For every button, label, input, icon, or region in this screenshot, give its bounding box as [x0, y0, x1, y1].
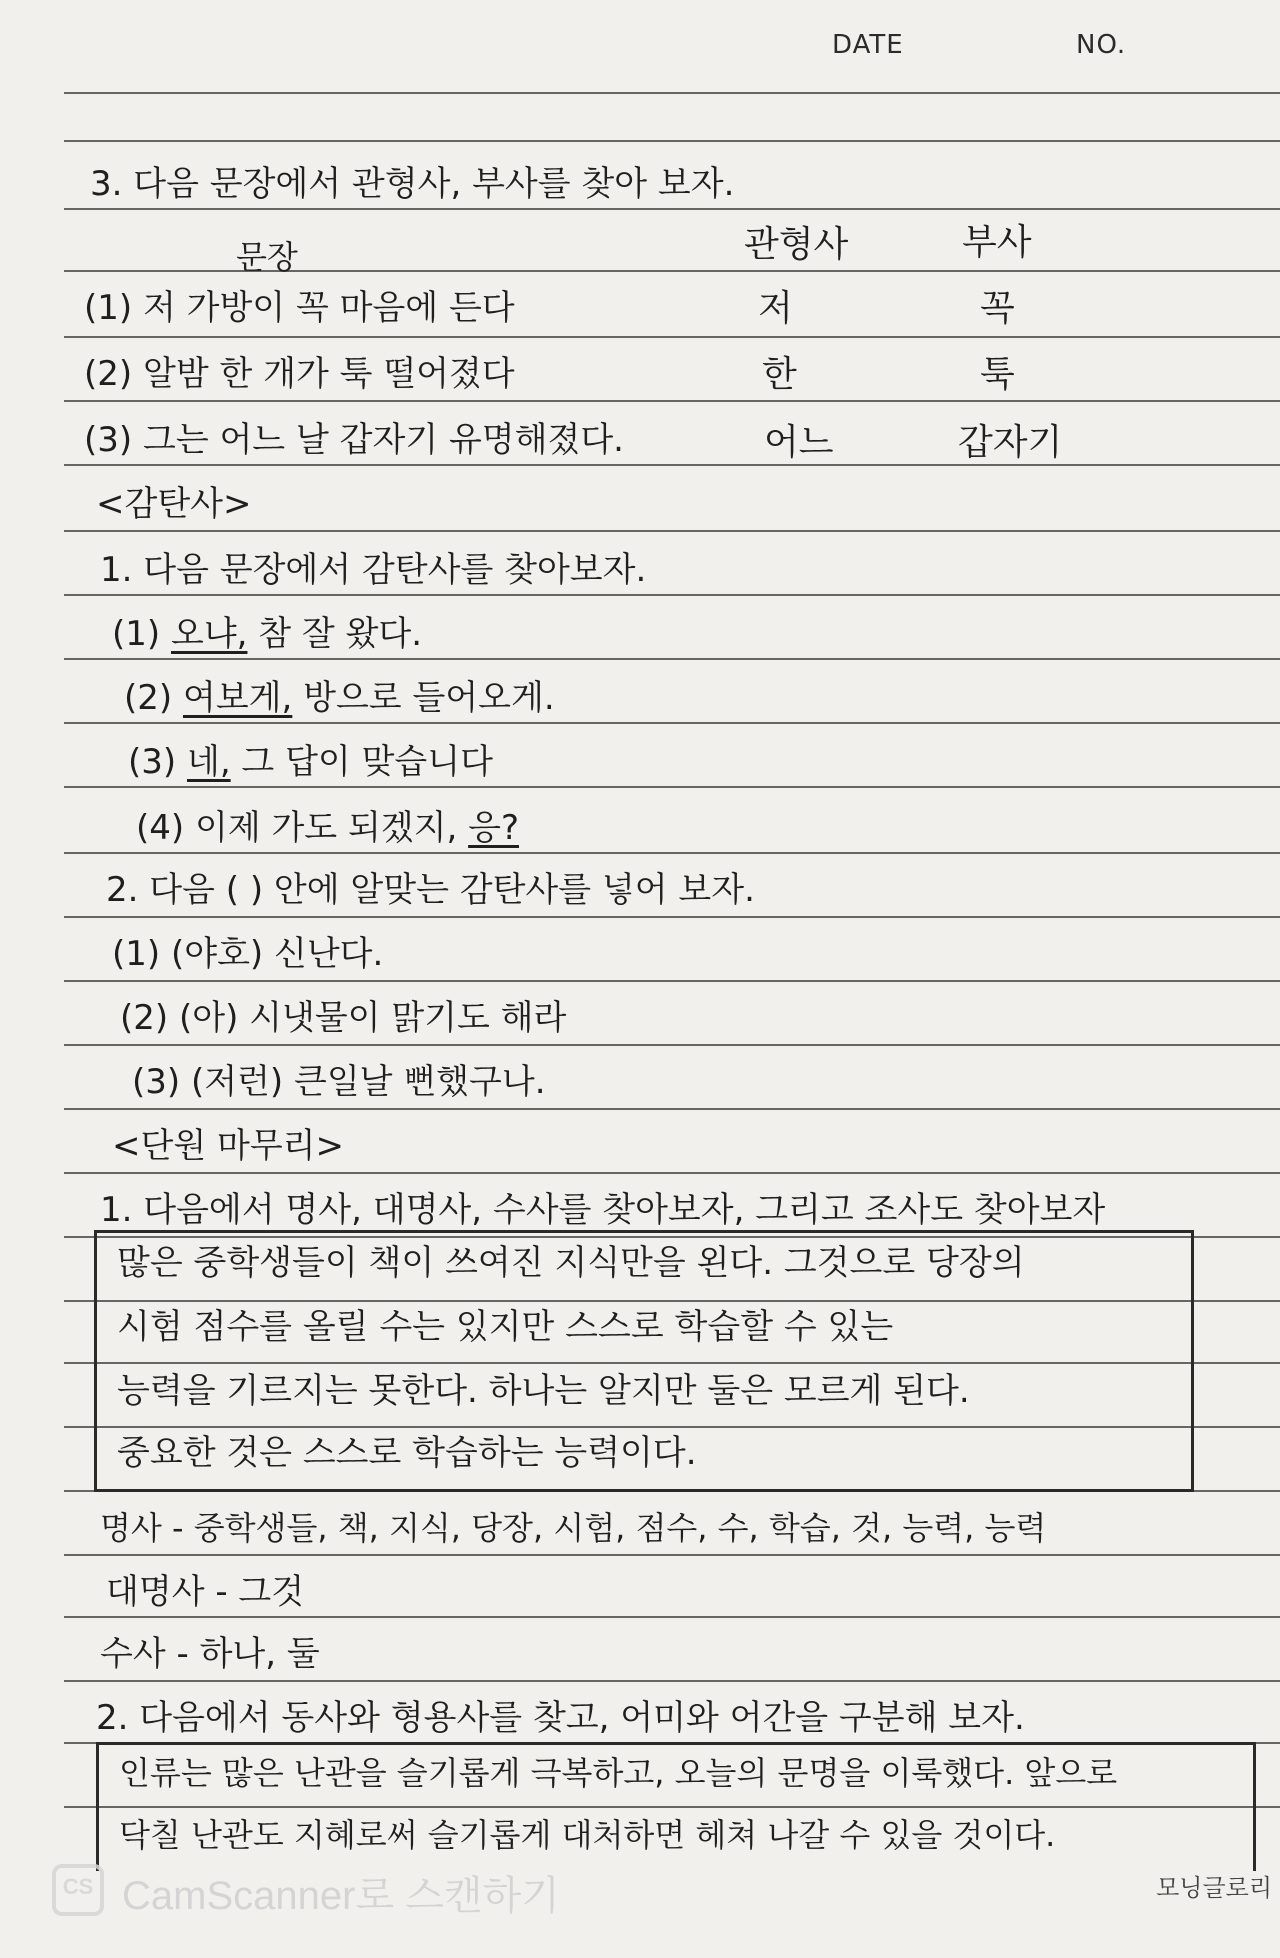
ruled-line	[64, 140, 1280, 142]
ruled-line	[64, 336, 1280, 338]
answer-pronouns: 대명사 - 그것	[106, 1572, 305, 1612]
item-prefix: (1)	[112, 614, 171, 654]
ruled-line	[64, 1680, 1280, 1682]
q1-passage-box	[94, 1230, 1194, 1492]
ruled-line	[64, 916, 1280, 918]
q3-row1-adverb: 꼭	[980, 288, 1015, 329]
camscanner-logo-icon: CS	[52, 1864, 104, 1916]
ruled-line	[64, 722, 1280, 724]
no-label: NO.	[1076, 30, 1127, 60]
answer-numerals: 수사 - 하나, 둘	[100, 1634, 320, 1674]
answer-nouns: 명사 - 중학생들, 책, 지식, 당장, 시험, 점수, 수, 학습, 것, 능력, 능력	[100, 1509, 1047, 1547]
date-label: DATE	[832, 30, 904, 60]
passage-line: 시험 점수를 올릴 수는 있지만 스스로 학습할 수 있는	[117, 1307, 894, 1347]
ruled-line	[64, 1616, 1280, 1618]
interjection-q2-item3: (3) (저런) 큰일날 뻔했구나.	[132, 1062, 546, 1102]
ruled-line	[64, 400, 1280, 402]
ruled-line	[64, 530, 1280, 532]
ruled-line	[64, 980, 1280, 982]
interjection-q1-item3	[128, 738, 493, 786]
interjection-q2-item1: (1) (야호) 신난다.	[112, 934, 384, 974]
q3-row2-sentence: (2) 알밤 한 개가 툭 떨어졌다	[84, 354, 515, 394]
item-prefix: (2)	[124, 678, 183, 718]
interjection-q1-item2	[124, 674, 555, 722]
item-prefix: (4) 이제 가도 되겠지,	[136, 808, 469, 848]
ruled-line	[64, 1554, 1280, 1556]
ruled-line	[64, 1108, 1280, 1110]
unit-review-q2-title: 2. 다음에서 동사와 형용사를 찾고, 어미와 어간을 구분해 보자.	[96, 1698, 1025, 1738]
interjection-q2-title: 2. 다음 ( ) 안에 알맞는 감탄사를 넣어 보자.	[106, 870, 755, 910]
q3-row3-sentence: (3) 그는 어느 날 갑자기 유명해졌다.	[84, 420, 624, 460]
item-rest: 방으로 들어오게.	[292, 678, 555, 718]
interjection-q1-title: 1. 다음 문장에서 감탄사를 찾아보자.	[100, 550, 647, 590]
ruled-line	[64, 594, 1280, 596]
ruled-line	[64, 852, 1280, 854]
underlined-interjection: 여보게,	[182, 678, 293, 718]
col-header-adnominal: 관형사	[744, 224, 849, 265]
ruled-line	[64, 658, 1280, 660]
q3-row2-adnominal: 한	[762, 354, 797, 395]
ruled-line	[64, 92, 1280, 94]
q2-passage-box	[96, 1742, 1256, 1871]
passage-line: 닥칠 난관도 지혜로써 슬기롭게 대처하면 헤쳐 나갈 수 있을 것이다.	[119, 1816, 1056, 1854]
interjection-q2-item2: (2) (아) 시냇물이 맑기도 해라	[120, 998, 567, 1038]
ruled-line	[64, 1172, 1280, 1174]
ruled-line	[64, 1044, 1280, 1046]
interjection-q1-item1	[112, 610, 422, 658]
q3-row1-adnominal: 저	[758, 288, 793, 329]
passage-line: 인류는 많은 난관을 슬기롭게 극복하고, 오늘의 문명을 이룩했다. 앞으로	[119, 1754, 1118, 1792]
q3-row3-adverb: 갑자기	[958, 422, 1063, 463]
underlined-interjection: 오냐,	[170, 614, 248, 654]
watermark-text: CamScanner로 스캔하기	[122, 1874, 560, 1918]
passage-line: 많은 중학생들이 책이 쓰여진 지식만을 왼다. 그것으로 당장의	[117, 1243, 1025, 1283]
passage-line: 중요한 것은 스스로 학습하는 능력이다.	[117, 1433, 697, 1473]
col-header-adverb: 부사	[962, 222, 1032, 263]
item-rest: 그 답이 맞습니다	[230, 742, 493, 782]
ruled-line	[64, 208, 1280, 210]
col-header-sentence: 문장	[236, 238, 298, 276]
item-rest: 참 잘 왔다.	[247, 614, 423, 654]
unit-review-q1-title: 1. 다음에서 명사, 대명사, 수사를 찾아보자, 그리고 조사도 찾아보자	[100, 1190, 1106, 1230]
item-prefix: (3)	[128, 742, 187, 782]
q3-title: 3. 다음 문장에서 관형사, 부사를 찾아 보자.	[90, 164, 735, 204]
interjection-heading: <감탄사>	[96, 484, 252, 524]
camscanner-watermark	[52, 1858, 612, 1922]
underlined-interjection: 네,	[186, 742, 231, 782]
q3-row1-sentence: (1) 저 가방이 꼭 마음에 든다	[84, 288, 515, 328]
unit-review-heading: <단원 마무리>	[112, 1126, 345, 1166]
ruled-line	[64, 464, 1280, 466]
interjection-q1-item4	[136, 804, 519, 852]
passage-line: 능력을 기르지는 못한다. 하나는 알지만 둘은 모르게 된다.	[117, 1371, 970, 1411]
q3-row3-adnominal: 어느	[764, 422, 834, 463]
underlined-interjection: 응?	[468, 808, 519, 848]
notebook-brand: 모닝글로리	[1156, 1874, 1272, 1902]
q3-row2-adverb: 툭	[980, 354, 1015, 395]
ruled-line	[64, 786, 1280, 788]
